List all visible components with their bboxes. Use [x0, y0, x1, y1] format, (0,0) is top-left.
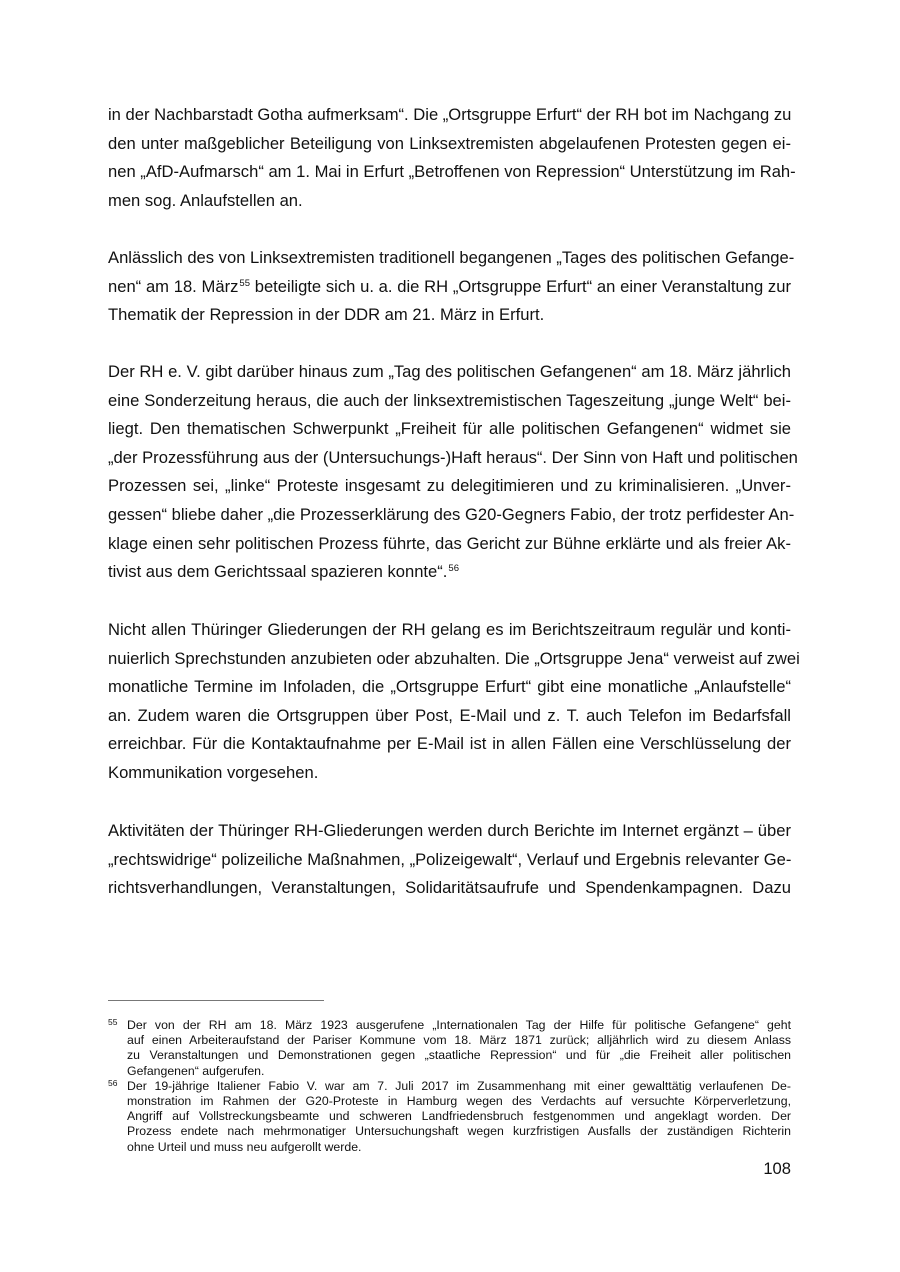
text-line: Nicht allen Thüringer Gliederungen der RH gelang es im Berichtszeitraum regulär und konti-: [108, 620, 791, 639]
footnote-line: auf einen Arbeiteraufstand der Pariser Kommune vom 18. März 1871 zurück; alljährlich wird zu diesem Anlass: [127, 1033, 791, 1048]
text-line: nen „AfD-Aufmarsch“ am 1. Mai in Erfurt „Betroffenen von Repression“ Unterstützung im Rah-: [108, 162, 796, 182]
text-line: liegt. Den thematischen Schwerpunkt „Freiheit für alle politischen Gefangenen“ widmet sie: [108, 419, 791, 439]
footnote-line: zu Veranstaltungen und Demonstrationen gegen „staatliche Repression“ und für „die Freiheit aller politischen: [127, 1048, 791, 1063]
footnote-line: ohne Urteil und muss neu aufgerollt werde.: [127, 1139, 362, 1154]
footnote: [108, 1018, 791, 1079]
text-line: Kommunikation vorgesehen.: [108, 762, 319, 782]
text-line: [108, 273, 791, 302]
text-line: nuierlich Sprechstunden anzubieten oder abzuhalten. Die „Ortsgruppe Jena“ verweist auf zwei: [108, 648, 800, 668]
text-line: Aktivitäten der Thüringer RH-Gliederungen werden durch Berichte im Internet ergänzt – über: [108, 821, 791, 840]
text-line: Prozessen sei, „linke“ Proteste insgesamt zu delegitimieren und zu kriminalisieren. „Unver-: [108, 476, 791, 496]
footnote-line: Angriff auf Vollstreckungsbeamte und schweren Landfriedensbruch festgenommen und angeklagt worden. Der: [127, 1109, 791, 1124]
paragraph: [108, 101, 796, 215]
footnotes: [108, 1018, 791, 1155]
text-line: Anlässlich des von Linksextremisten traditionell begangenen „Tages des politischen Gefange-: [108, 248, 795, 267]
page-number: 108: [763, 1159, 791, 1178]
paragraph: [108, 817, 791, 903]
footnote: [108, 1079, 791, 1155]
footnote-number: 55: [108, 1017, 118, 1027]
paragraph: [108, 358, 798, 587]
text-segment: nen“ am 18. März: [108, 276, 239, 296]
footnote-line: monstration im Rahmen der G20-Proteste in Hamburg wegen des Verdachts auf versuchte Körperverletzung,: [127, 1093, 791, 1108]
footnote-separator: [108, 1000, 324, 1001]
text-line: den unter maßgeblicher Beteiligung von Linksextremisten abgelaufenen Protesten gegen ei-: [108, 133, 791, 153]
text-line: erreichbar. Für die Kontaktaufnahme per E-Mail ist in allen Fällen eine Verschlüsselung der: [108, 734, 791, 754]
text-line: monatliche Termine im Infoladen, die „Ortsgruppe Erfurt“ gibt eine monatliche „Anlaufstelle“: [108, 677, 791, 697]
text-line: in der Nachbarstadt Gotha aufmerksam“. Die „Ortsgruppe Erfurt“ der RH bot im Nachgang zu: [108, 105, 792, 124]
footnote-number: 56: [108, 1077, 118, 1088]
text-segment: tivist aus dem Gerichtssaal spazieren konnte“.: [108, 562, 448, 582]
paragraph: [108, 616, 800, 788]
text-line: klage einen sehr politischen Prozess führte, das Gericht zur Bühne erklärte und als freier Ak-: [108, 533, 791, 553]
footnote-line: Gefangenen“ aufgerufen.: [127, 1063, 265, 1078]
text-line: gessen“ bliebe daher „die Prozesserklärung des G20-Gegners Fabio, der trotz perfidester An-: [108, 504, 795, 524]
text-line: „rechtswidrige“ polizeiliche Maßnahmen, „Polizeigewalt“, Verlauf und Ergebnis relevanter Ge-: [108, 849, 792, 869]
text-line: Thematik der Repression in der DDR am 21. März in Erfurt.: [108, 305, 545, 325]
text-line: eine Sonderzeitung heraus, die auch der linksextremistischen Tageszeitung „junge Welt“ bei-: [108, 390, 791, 410]
footnote-reference[interactable]: 56: [448, 563, 459, 575]
footnote-reference[interactable]: 55: [239, 277, 250, 289]
footnote-line: Der von der RH am 18. März 1923 ausgerufene „Internationalen Tag der Hilfe für politische Gefangene“ geht: [127, 1018, 791, 1032]
text-line: Der RH e. V. gibt darüber hinaus zum „Tag des politischen Gefangenen“ am 18. März jährlich: [108, 362, 791, 381]
text-segment: beteiligte sich u. a. die RH „Ortsgruppe Erfurt“ an einer Veranstaltung zur: [249, 276, 791, 296]
footnote-line: Der 19-jährige Italiener Fabio V. war am 7. Juli 2017 im Zusammenhang mit einer gewalttätig verlaufenen De-: [127, 1078, 791, 1093]
footnote-line: Prozess endete nach mehrmonatiger Untersuchungshaft wegen kurzfristigen Ausfalls der zuständigen Richterin: [127, 1124, 791, 1139]
text-line: an. Zudem waren die Ortsgruppen über Post, E-Mail und z. T. auch Telefon im Bedarfsfall: [108, 705, 791, 725]
text-line: „der Prozessführung aus der (Untersuchungs-)Haft heraus“. Der Sinn von Haft und politischen: [108, 447, 798, 467]
paragraph: [108, 244, 795, 330]
text-line: richtsverhandlungen, Veranstaltungen, Solidaritätsaufrufe und Spendenkampagnen. Dazu: [108, 878, 791, 898]
text-line: [108, 558, 791, 587]
text-line: men sog. Anlaufstellen an.: [108, 190, 303, 210]
